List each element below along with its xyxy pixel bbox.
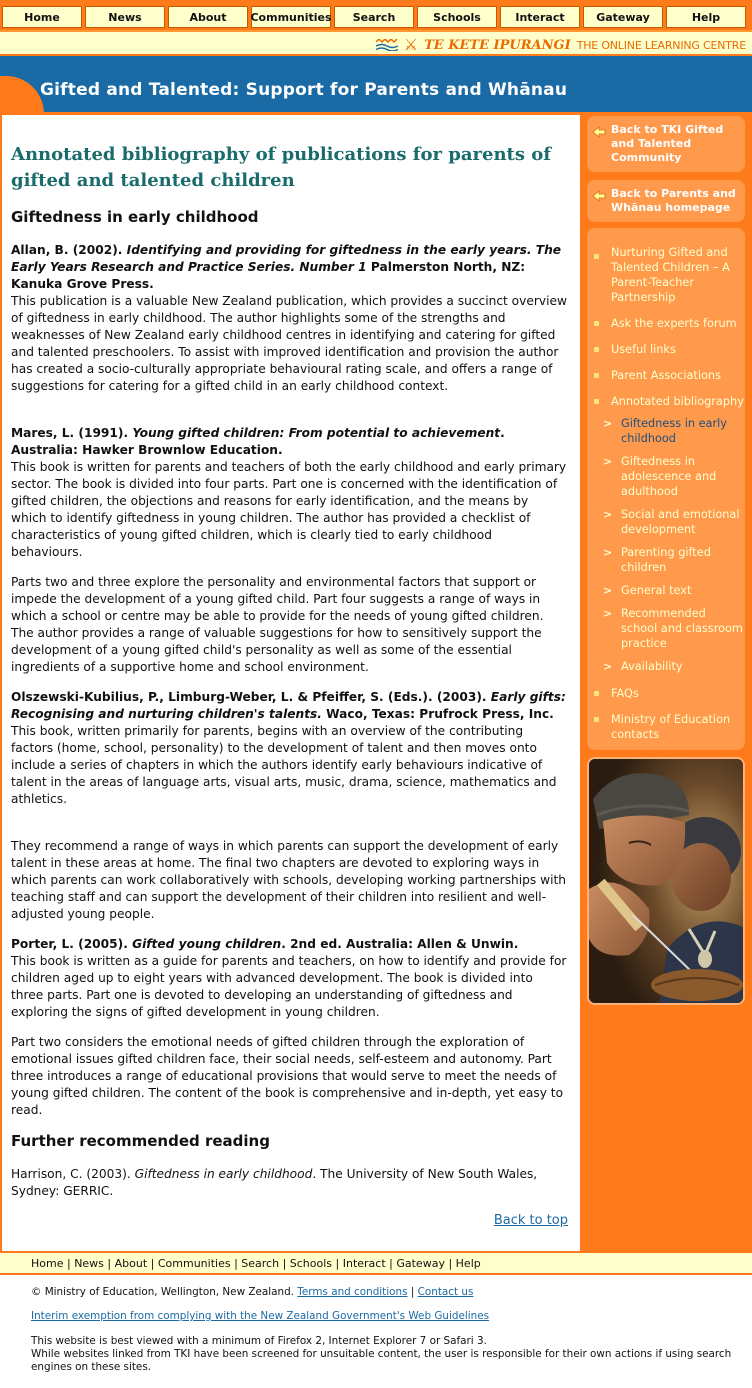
nav-communities[interactable]: Communities [251,6,331,28]
citation-title: Gifted young children [132,937,282,951]
tki-brand-bar [0,30,752,56]
submenu-item-early-childhood[interactable]: Giftedness in early childhood [621,417,727,445]
tki-logo[interactable] [376,36,746,54]
nav-home[interactable]: Home [2,6,82,28]
entry-porter [11,936,567,1021]
further-reading-entry [11,1166,567,1200]
entry-body: This book is written for parents and teachers of both the early childhood and early primary sector. The book is divided into four parts. Part one is concerned with the identification of gifted children, the objections and reasons for early identification, and the means by which to identify giftedness in young children. The author has provided a checklist of characteristics of young gifted children, which is clearly tied to early childhood behaviours. [11,460,567,559]
footer-nav-interact[interactable]: Interact [342,1257,386,1270]
menu-item-ministry-contacts[interactable]: Ministry of Education contacts [611,713,731,741]
entry-body: This book is written as a guide for parents and teachers, on how to identify and provide for children aged up to eight years with advanced development. The book is divided into three parts. Part one is devoted to developing an understanding of giftedness and exploring the signs of gifted development in young children. [11,954,567,1019]
citation-title: Early gifts: Recognising and nurturing children's talents. [11,690,566,721]
waves-icon [376,39,398,51]
entry-olszewski [11,689,567,808]
citation-author: Allan, B. (2002). [11,243,127,257]
submenu-marker: > [603,455,613,468]
entry-olszewski-continued: They recommend a range of ways in which parents can support the development of early talent in these areas at home. The final two chapters are devoted to exploring ways in which parents can work collaboratively with schools, developing working partnerships with teaching staff and can support the development of their children into resilient and well-adjusted young people. [11,839,566,921]
submenu-marker: > [603,508,613,521]
arrow-left-icon [592,189,606,203]
sidebar-menu [587,228,745,750]
bullet-icon [594,321,599,326]
exemption-link[interactable]: Interim exemption from complying with the New Zealand Government's Web Guidelines [31,1310,490,1322]
top-nav [0,0,752,30]
further-reading-heading: Further recommended reading [11,1132,270,1150]
nav-gateway[interactable]: Gateway [583,6,663,28]
bullet-icon [594,691,599,696]
footer-sep: | [147,1257,158,1270]
menu-item-annotated-bibliography[interactable]: Annotated bibliography [611,395,744,408]
footer-sep: | [103,1257,115,1270]
footer-sep: | [407,1286,418,1298]
back-to-parents-button[interactable] [587,180,745,222]
back-to-tki-button[interactable] [587,116,745,172]
footer-sep: | [385,1257,397,1270]
submenu-item-availability[interactable]: Availability [621,660,683,673]
bullet-icon [594,254,599,259]
further-title: Giftedness in early childhood [134,1167,313,1181]
copyright-text: © Ministry of Education, Wellington, New Zealand. [31,1286,298,1298]
back-to-tki-label: Back to TKI Gifted and Talented Community [611,123,724,164]
carving-photo [587,757,745,1005]
menu-item-parent-associations[interactable]: Parent Associations [611,369,721,382]
further-publisher: . The University of New South Wales, Sydney: GERRIC. [11,1167,538,1198]
back-to-parents-label: Back to Parents and Whānau homepage [611,187,736,214]
submenu-marker: > [603,584,613,597]
footer-sep: | [230,1257,242,1270]
entry-body: This book, written primarily for parents, begins with an overview of the contributing factors (home, school, personality) to the development of talent and then moves onto include a series of chapters in which the authors identify early behaviours indicative of talent in the areas of language arts, visual arts, music, drama, science, mathematics and athletics. [11,724,557,806]
entry-allan [11,242,567,395]
footer-sep: | [444,1257,456,1270]
submenu-marker: > [603,660,613,673]
tki-tagline: THE ONLINE LEARNING CENTRE [576,38,746,52]
terms-link[interactable]: Terms and conditions [297,1286,408,1298]
footer-exemption-line [31,1310,743,1323]
nav-help[interactable]: Help [666,6,746,28]
entry-body: This publication is a valuable New Zealand publication, which provides a succinct overview of giftedness in early childhood. The author highlights some of the strengths and weaknesses of New Zealand early childhood centres in identifying and catering for gifted and talented preschoolers. To assist with improved identification and provision the author has created a socio-culturally appropriate behavioural rating scale, and offers a range of suggestions for catering for a gifted child in an early childhood context. [11,294,567,393]
contact-link[interactable]: Contact us [417,1286,474,1298]
entry-mares-continued: Parts two and three explore the personality and environmental factors that support or impede the development of a young gifted child. Part four suggests a range of ways in which a school or centre may be able to provide for the needs of young gifted children. The author provides a range of valuable suggestions for how to sensitively support the development of a young gifted child's personality as well as some of the essential ingredients of a supportive home and school environment. [11,575,544,674]
nav-news[interactable]: News [85,6,165,28]
footer-copyright-line [31,1286,743,1299]
citation-author: Olszewski-Kubilius, P., Limburg-Weber, L. & Pfeiffer, S. (Eds.). (2003). [11,690,491,704]
submenu-item-recommended-practice[interactable]: Recommended school and classroom practice [621,607,743,650]
entry-porter-continued: Part two considers the emotional needs of gifted children through the exploration of emotional issues gifted children face, their social needs, self-esteem and autonomy. Part three introduces a range of educational provisions that would serve to meet the needs of young gifted children. The content of the book is comprehensive and in-depth, yet easy to read. [11,1035,564,1117]
nav-interact[interactable]: Interact [500,6,580,28]
footer-nav-gateway[interactable]: Gateway [396,1257,445,1270]
citation-publisher: Waco, Texas: Prufrock Press, Inc. [321,707,554,721]
menu-item-nurturing[interactable]: Nurturing Gifted and Talented Children – A Parent-Teacher Partnership [611,246,730,304]
footer-nav-search[interactable]: Search [241,1257,280,1270]
menu-item-ask-experts[interactable]: Ask the experts forum [611,317,737,330]
nav-about[interactable]: About [168,6,248,28]
kete-figure-icon: ⚔ [403,35,419,54]
bullet-icon [594,399,599,404]
footer-sep: | [332,1257,343,1270]
banner-title: Gifted and Talented: Support for Parents and Whānau [40,80,568,100]
section-heading-early-childhood: Giftedness in early childhood [11,208,259,226]
citation-publisher: . Australia: Hawker Brownlow Education. [11,426,505,457]
footer-browser-note: This website is best viewed with a minimum of Firefox 2, Internet Explorer 7 or Safari 3. [31,1335,487,1347]
citation-publisher: . 2nd ed. Australia: Allen & Unwin. [281,937,519,951]
submenu-marker: > [603,417,613,430]
wood-carving-image [589,759,743,1003]
footer-nav-about[interactable]: About [114,1257,148,1270]
citation-author: Mares, L. (1991). [11,426,133,440]
footer-nav-home[interactable]: Home [31,1257,64,1270]
page-title: Annotated bibliography of publications for parents of gifted and talented children [11,144,552,191]
further-author: Harrison, C. (2003). [11,1167,135,1181]
bullet-icon [594,717,599,722]
submenu-item-social-emotional[interactable]: Social and emotional development [621,508,740,536]
submenu-item-parenting[interactable]: Parenting gifted children [621,546,711,574]
tki-name: TE KETE IPURANGI [424,37,571,53]
footer-disclaimer: While websites linked from TKI have been screened for unsuitable content, the user is responsible for their own actions if using search engines on these sites. [31,1348,732,1373]
footer-nav-news[interactable]: News [74,1257,104,1270]
submenu-item-general-text[interactable]: General text [621,584,692,597]
footer-nav-communities[interactable]: Communities [157,1257,231,1270]
citation-title: Identifying and providing for giftedness in the early years. The Early Years Research and Practice Series. Number 1 [11,243,562,274]
back-to-top-link[interactable]: Back to top [493,1213,568,1228]
nav-schools[interactable]: Schools [417,6,497,28]
bullet-icon [594,347,599,352]
menu-item-useful-links[interactable]: Useful links [611,343,676,356]
submenu-marker: > [603,546,613,559]
footer-sep: | [279,1257,290,1270]
bullet-icon [594,373,599,378]
citation-publisher: Palmerston North, NZ: Kanuka Grove Press. [11,260,526,291]
arrow-left-icon [592,125,606,139]
nav-search[interactable]: Search [334,6,414,28]
footer-sep: | [63,1257,75,1270]
citation-title: Young gifted children: From potential to achievement [132,426,501,440]
footer-nav-help[interactable]: Help [455,1257,481,1270]
footer-nav [0,1253,752,1275]
citation-author: Porter, L. (2005). [11,937,133,951]
submenu-item-adolescence[interactable]: Giftedness in adolescence and adulthood [621,455,717,498]
submenu-marker: > [603,607,613,620]
entry-mares [11,425,567,561]
menu-item-faqs[interactable]: FAQs [611,687,639,700]
footer-nav-schools[interactable]: Schools [289,1257,333,1270]
